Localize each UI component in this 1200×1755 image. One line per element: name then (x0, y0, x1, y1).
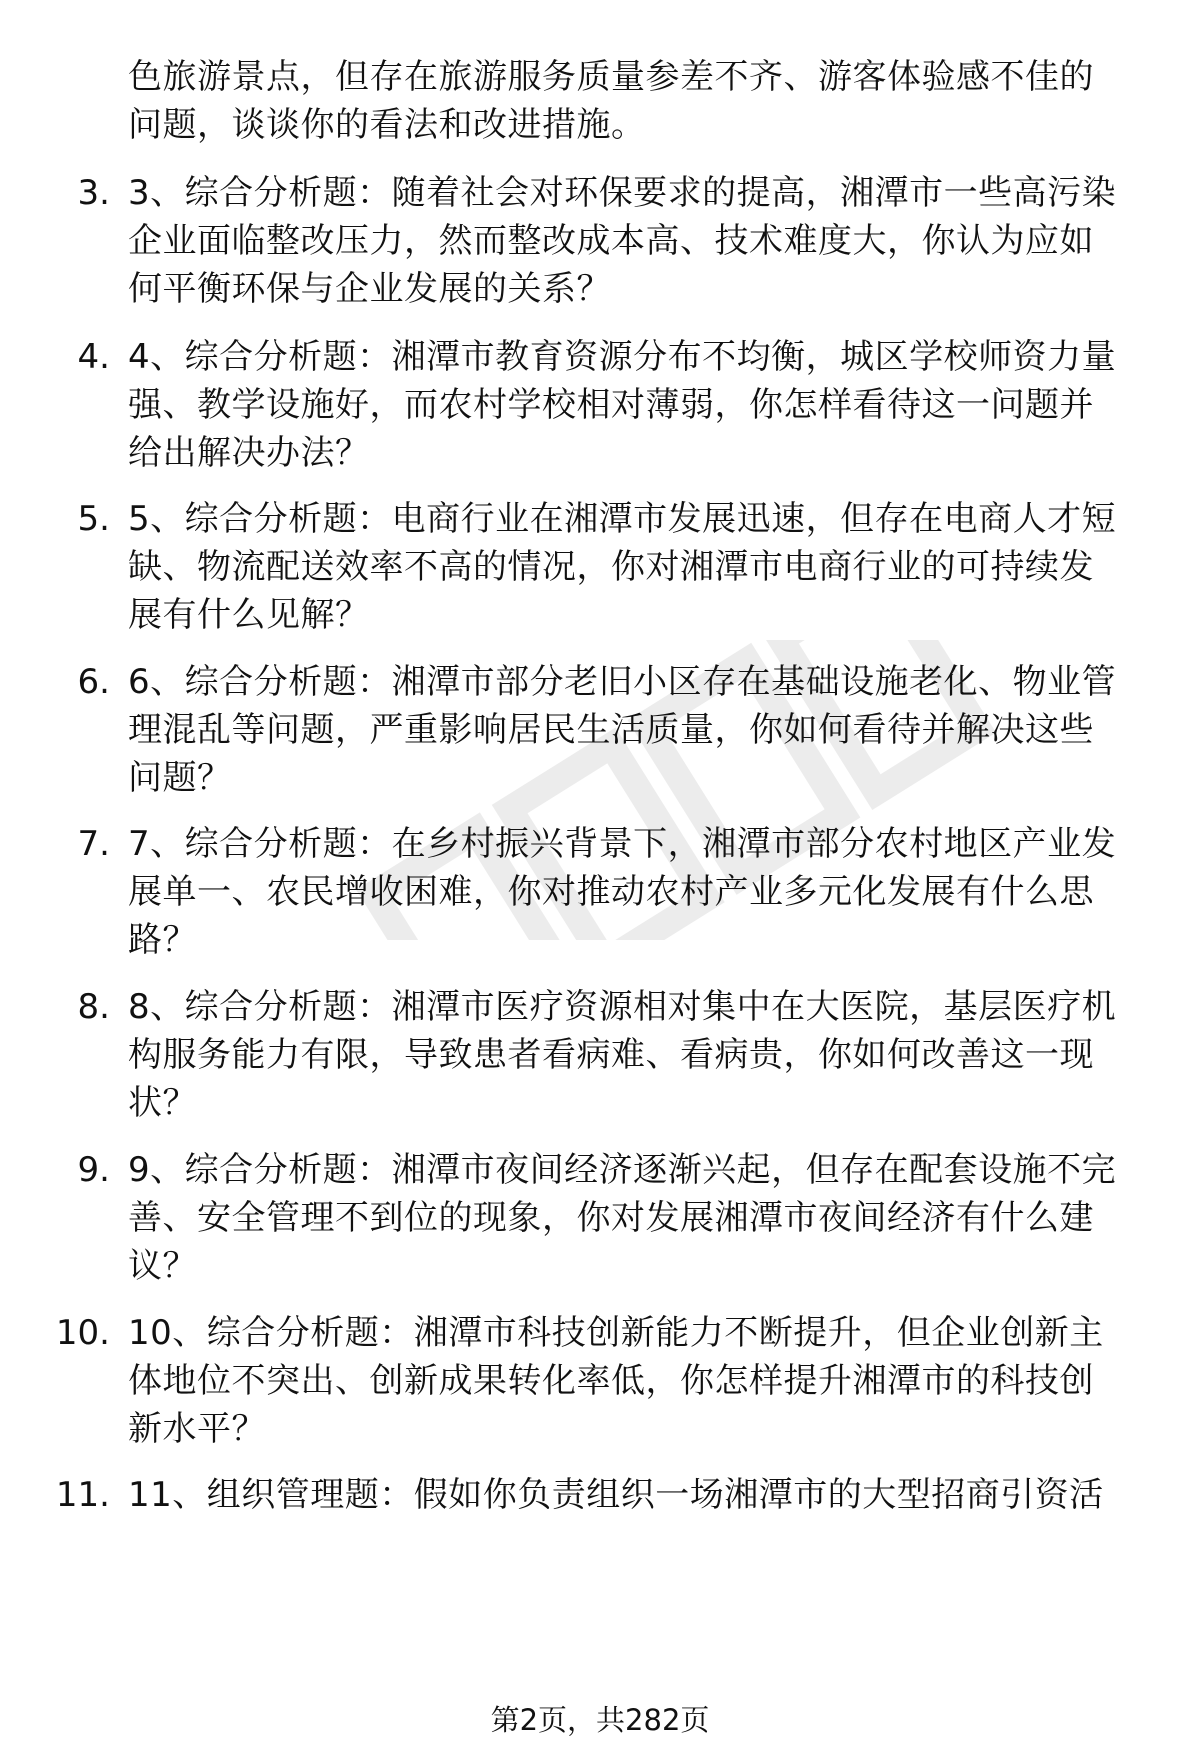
question-line: 10、综合分析题：湘潭市科技创新能力不断提升，但企业创新主 (128, 1313, 1104, 1353)
question-line: 色旅游景点，但存在旅游服务质量参差不齐、游客体验感不佳的 (128, 57, 1094, 97)
question-line: 理混乱等问题，严重影响居民生活质量，你如何看待并解决这些 (128, 710, 1094, 750)
question-line: 5、综合分析题：电商行业在湘潭市发展迅速，但存在电商人才短 (128, 499, 1117, 539)
question-line: 状？ (128, 1083, 197, 1123)
question-line: 展有什么见解？ (128, 595, 370, 635)
page-footer: 第2页，共282页 (490, 1703, 710, 1737)
question-line: 强、教学设施好，而农村学校相对薄弱，你怎样看待这一问题并 (128, 385, 1094, 425)
question-line: 展单一、农民增收困难，你对推动农村产业多元化发展有什么思 (128, 872, 1094, 912)
question-line: 缺、物流配送效率不高的情况，你对湘潭市电商行业的可持续发 (128, 547, 1094, 587)
question-number: 11. (55, 1475, 110, 1515)
question-number: 6. (77, 662, 110, 702)
question-number: 5. (77, 499, 110, 539)
question-line: 8、综合分析题：湘潭市医疗资源相对集中在大医院，基层医疗机 (128, 987, 1117, 1027)
question-number: 9. (77, 1150, 110, 1190)
question-line: 4、综合分析题：湘潭市教育资源分布不均衡，城区学校师资力量 (128, 337, 1117, 377)
question-line: 给出解决办法？ (128, 433, 370, 473)
question-number: 4. (77, 337, 110, 377)
question-line: 议？ (128, 1246, 197, 1286)
question-line: 构服务能力有限，导致患者看病难、看病贵，你如何改善这一现 (128, 1035, 1094, 1075)
question-line: 6、综合分析题：湘潭市部分老旧小区存在基础设施老化、物业管 (128, 662, 1117, 702)
question-line: 何平衡环保与企业发展的关系？ (128, 269, 611, 309)
question-line: 企业面临整改压力，然而整改成本高、技术难度大，你认为应如 (128, 221, 1094, 261)
question-line: 路？ (128, 920, 197, 960)
question-number: 10. (55, 1313, 110, 1353)
question-line: 7、综合分析题：在乡村振兴背景下，湘潭市部分农村地区产业发 (128, 824, 1117, 864)
question-line: 9、综合分析题：湘潭市夜间经济逐渐兴起，但存在配套设施不完 (128, 1150, 1117, 1190)
question-line: 新水平？ (128, 1409, 266, 1449)
question-line: 善、安全管理不到位的现象，你对发展湘潭市夜间经济有什么建 (128, 1198, 1094, 1238)
question-line: 体地位不突出、创新成果转化率低，你怎样提升湘潭市的科技创 (128, 1361, 1094, 1401)
question-line: 11、组织管理题：假如你负责组织一场湘潭市的大型招商引资活 (128, 1475, 1104, 1515)
question-line: 问题，谈谈你的看法和改进措施。 (128, 105, 646, 145)
question-number: 8. (77, 987, 110, 1027)
question-line: 问题？ (128, 758, 232, 798)
question-number: 7. (77, 824, 110, 864)
question-line: 3、综合分析题：随着社会对环保要求的提高，湘潭市一些高污染 (128, 173, 1117, 213)
question-number: 3. (77, 173, 110, 213)
